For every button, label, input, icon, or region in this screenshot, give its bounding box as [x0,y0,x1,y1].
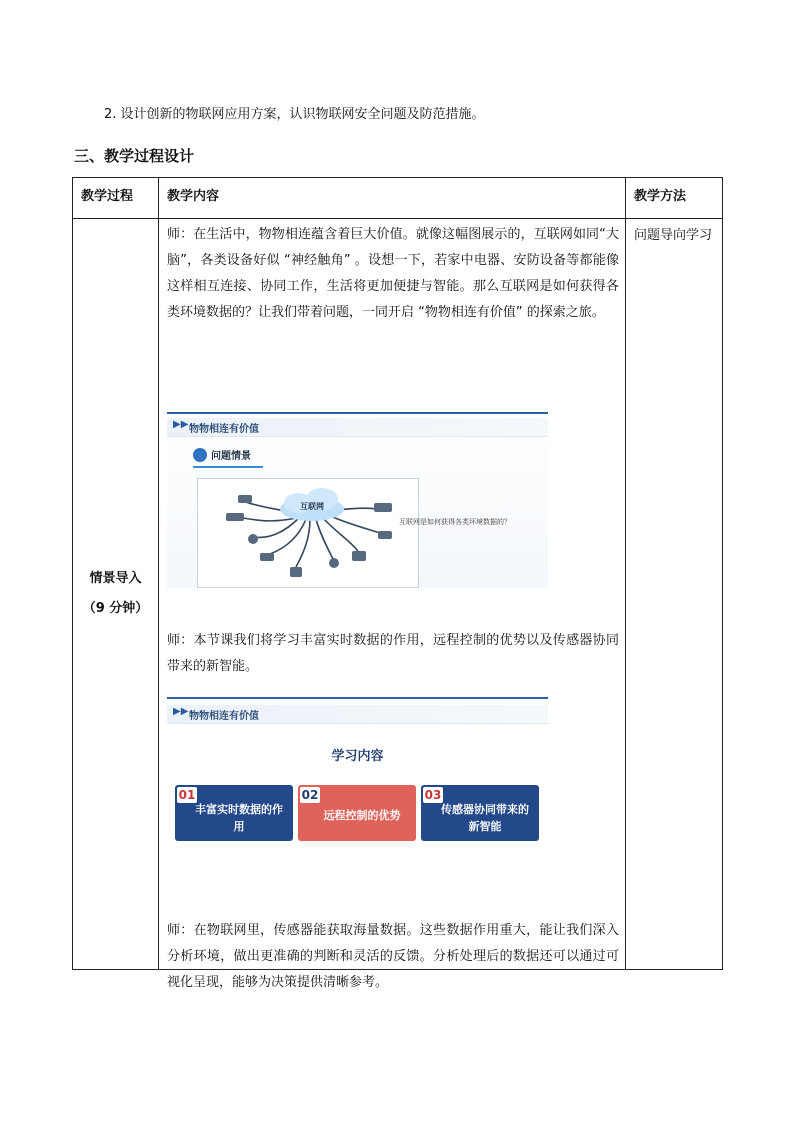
slide-learning-content [167,697,548,849]
content-cell [159,219,626,990]
learning-card-3: 03 传感器协同带来的新智能 [421,785,539,841]
method-cell [626,219,723,970]
cloud-label: 互联网 [300,502,324,511]
header-method: 教学方法 [626,178,723,219]
cloud-devices-illustration [198,479,418,587]
teacher-paragraph-2: 师：本节课我们将学习丰富实时数据的作用，远程控制的优势以及传感器协同带来的新智能。 [167,633,619,674]
stage-cell [73,219,159,970]
double-arrow-icon: ▶▶ [173,706,189,717]
double-arrow-icon: ▶▶ [173,419,189,430]
header-process: 教学过程 [73,178,159,219]
section-title: 三、教学过程设计 [74,147,195,165]
scenario-question: 互联网是如何获得各类环境数据的？ [399,518,511,526]
stage-duration: （9 分钟） [82,601,149,616]
stage-name: 情景导入 [89,571,142,586]
slide-header: ▶▶ 物物相连有价值 [167,705,548,724]
learning-content-title: 学习内容 [331,749,384,764]
learning-objective-2: 2. 设计创新的物联网应用方案，认识物联网安全问题及防范措施。 [104,107,485,122]
learning-card-1: 01 丰富实时数据的作用 [175,785,293,841]
scenario-badge-icon [193,448,207,462]
slide-header: ▶▶ 物物相连有价值 [167,418,548,437]
slide-problem-scenario [167,412,548,588]
header-content: 教学内容 [159,178,626,219]
scenario-label: 问题情景 [211,451,251,462]
learning-card-2: 02 远程控制的优势 [298,785,416,841]
teacher-paragraph-1: 师：在生活中，物物相连蕴含着巨大价值。就像这幅图展示的，互联网如同“大脑”，各类设备好似 “神经触角” 。设想一下，若家中电器、安防设备等都能像这样相互连接、协同工作，生活将更加便捷与智能。那么互联网是如何获得各类环境数据的？让我们带着问题，一同开启 “物物相连有价值” 的探索之旅。 [167,227,619,320]
teaching-process-table [72,177,723,990]
teaching-method: 问题导向学习 [634,228,713,243]
iot-network-diagram [197,478,419,588]
teacher-paragraph-3: 师：在物联网里，传感器能获取海量数据。这些数据作用重大，能让我们深入分析环境，做出更准确的判断和灵活的反馈。分析处理后的数据还可以通过可视化呈现，能够为决策提供清晰参考。 [167,923,619,990]
